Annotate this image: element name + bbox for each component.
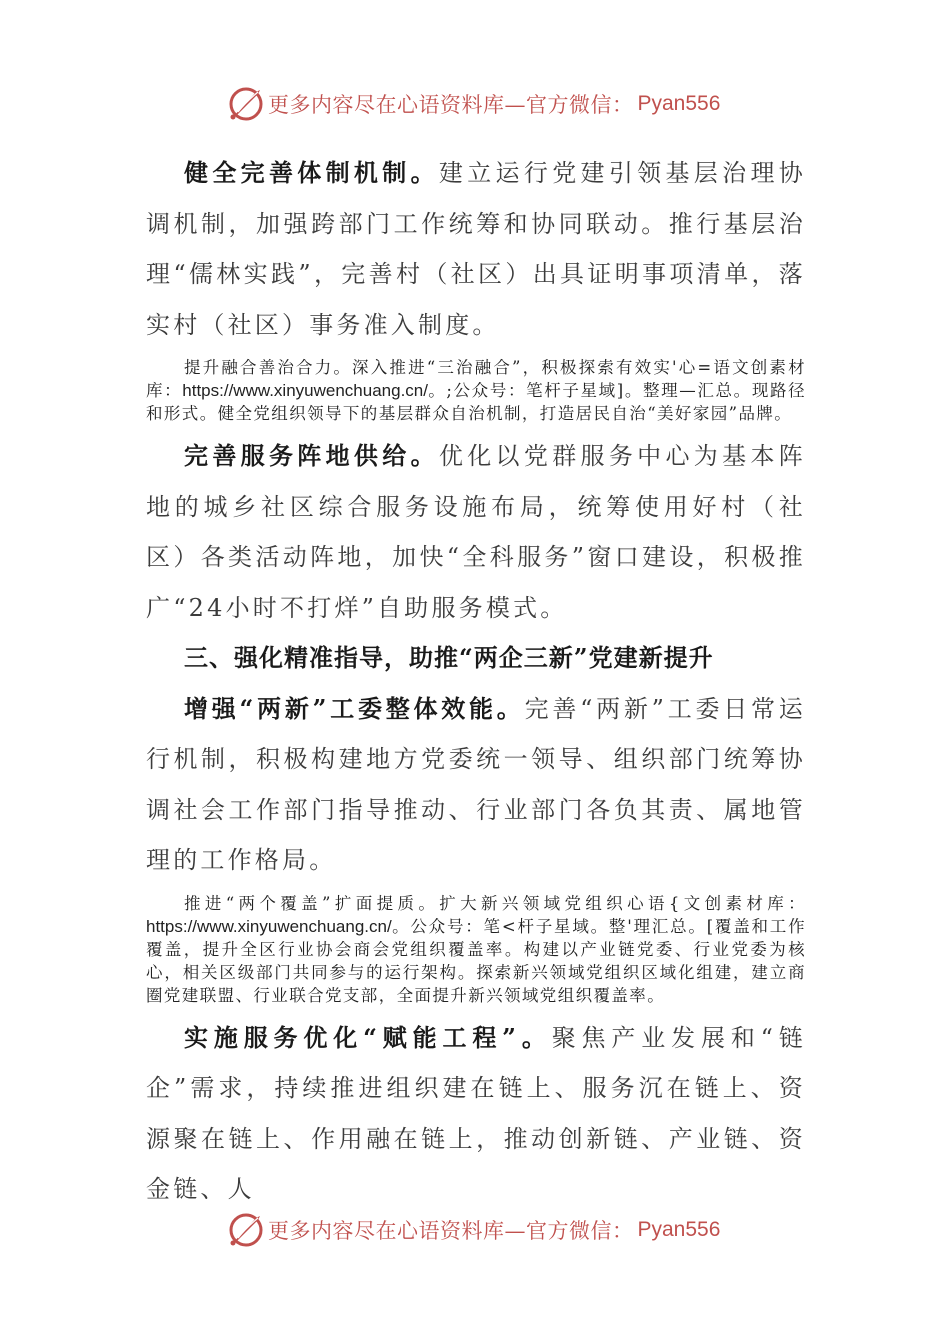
small-text: 推进“两个覆盖”扩面提质。扩大新兴领域党组织心语{文创素材库： [184,893,806,913]
paragraph-lead: 实施服务优化“赋能工程”。 [184,1022,552,1052]
small-paragraph-1 [146,356,806,425]
banner-wechat-id: Pyan556 [637,92,721,115]
document-body [146,148,806,1215]
paragraph-2 [146,431,806,633]
section-heading: 三、强化精准指导，助推“两企三新”党建新提升 [184,643,714,672]
small-text: 。;公众号：笔杆子星域]。整理—汇总。现路径和形式。健全党组织领导下的基层群众自治机制，打造居民自治“美好家园”品牌。 [146,381,806,423]
paragraph-lead: 健全完善体制机制。 [184,158,439,187]
quill-logo-icon [226,1210,266,1250]
paragraph-lead: 完善服务阵地供给。 [184,441,439,470]
paragraph-text: 聚焦产业发展和“链企”需求，持续推进组织建在链上、服务沉在链上、资源聚在链上、作用融在链上，推动创新链、产业链、资金链、人 [146,1023,806,1203]
link-url[interactable]: https://www.xinyuwenchuang.cn/ [146,916,392,936]
paragraph-text: 建立运行党建引领基层治理协调机制，加强跨部门工作统筹和协同联动。推行基层治理“儒林实践”，完善村（社区）出具证明事项清单，落实村（社区）事务准入制度。 [146,159,806,339]
paragraph-4 [146,1013,806,1215]
small-text: 提升融合善治合力。深入推进“三治融合”，积极探索有效实'心=语文创素材库： [146,358,806,400]
small-text: 。公众号：笔<杆子星域。整'理汇总。[覆盖和工作覆盖，提升全区行业协会商会党组织覆盖率。构建以产业链党委、行业党委为核心，相关区级部门共同参与的运行架构。探索新兴领域党组织区域化组建，建立商圈党建联盟、行业联合党支部，全面提升新兴领域党组织覆盖率。 [146,916,806,1005]
footer-banner [0,1208,950,1252]
banner-wechat-id: Pyan556 [637,1218,721,1241]
quill-logo-icon [226,84,266,124]
paragraph-text: 完善“两新”工委日常运行机制，积极构建地方党委统一领导、组织部门统筹协调社会工作部门指导推动、行业部门各负其责、属地管理的工作格局。 [146,694,806,874]
banner-text: 更多内容尽在心语资料库—官方微信： [268,1219,634,1243]
paragraph-3 [146,684,806,886]
paragraph-lead: 增强“两新”工委整体效能。 [184,693,525,723]
paragraph-1 [146,148,806,350]
paragraph-text: 优化以党群服务中心为基本阵地的城乡社区综合服务设施布局，统筹使用好村（社区）各类活动阵地，加快“全科服务”窗口建设，积极推广“24小时不打烊”自助服务模式。 [146,442,806,622]
small-paragraph-2 [146,892,806,1007]
link-url[interactable]: https://www.xinyuwenchuang.cn/ [182,381,428,400]
banner-text: 更多内容尽在心语资料库—官方微信： [268,93,634,117]
header-banner [0,82,950,126]
